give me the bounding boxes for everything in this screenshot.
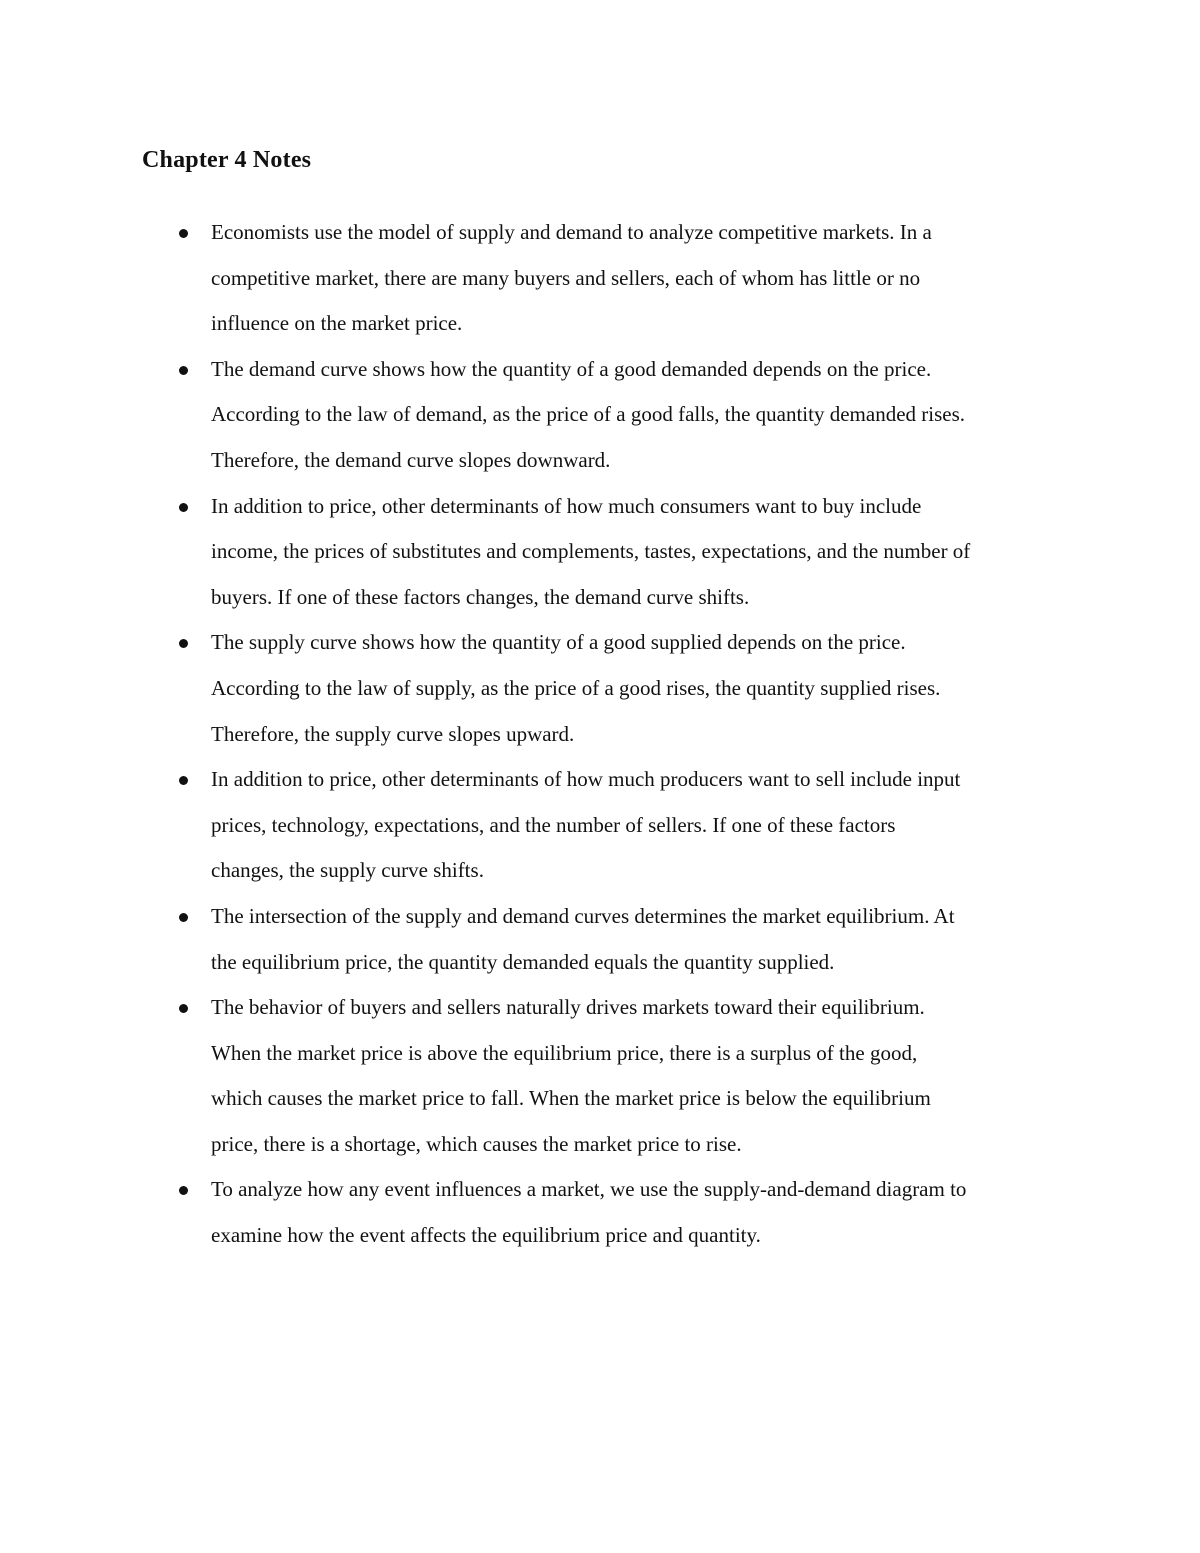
note-text: In addition to price, other determinants of how much producers want to sell include input prices, technology, expectations, and the number of sellers. If one of these factors changes, the supply curve shifts. [211, 767, 961, 883]
list-item [0, 620, 971, 757]
note-text: The supply curve shows how the quantity of a good supplied depends on the price. According to the law of supply, as the price of a good rises, the quantity supplied rises. Therefore, the supply curve slopes upward. [211, 630, 941, 746]
bullet-icon [179, 503, 188, 512]
note-text: In addition to price, other determinants of how much consumers want to buy include income, the prices of substitutes and complements, tastes, expectations, and the number of buyers. If one of these factors changes, the demand curve shifts. [211, 493, 971, 609]
bullet-icon [179, 366, 188, 375]
list-item [0, 347, 971, 484]
list-item [0, 1167, 971, 1258]
bullet-icon [179, 1004, 188, 1013]
list-item [0, 210, 971, 347]
bullet-icon [179, 229, 188, 238]
page-title: Chapter 4 Notes [142, 147, 312, 173]
list-item [0, 757, 971, 894]
list-item [0, 985, 971, 1167]
note-text: The demand curve shows how the quantity of a good demanded depends on the price. According to the law of demand, as the price of a good falls, the quantity demanded rises. Therefore, the demand curve slopes downward. [211, 356, 966, 472]
note-text: Economists use the model of supply and demand to analyze competitive markets. In a competitive market, there are many buyers and sellers, each of whom has little or no influence on the market price. [211, 220, 932, 336]
note-text: The behavior of buyers and sellers naturally drives markets toward their equilibrium. When the market price is above the equilibrium price, there is a surplus of the good, which causes the market price to fall. When the market price is below the equilibrium price, there is a shortage, which causes the market price to rise. [211, 995, 931, 1156]
bullet-icon [179, 776, 188, 785]
list-item [0, 894, 971, 985]
list-item [0, 484, 971, 621]
bullet-icon [179, 639, 188, 648]
note-text: To analyze how any event influences a market, we use the supply-and-demand diagram to examine how the event affects the equilibrium price and quantity. [211, 1177, 967, 1248]
notes-list [0, 210, 1200, 1259]
bullet-icon [179, 913, 188, 922]
bullet-icon [179, 1186, 188, 1195]
note-text: The intersection of the supply and demand curves determines the market equilibrium. At the equilibrium price, the quantity demanded equals the quantity supplied. [211, 903, 955, 974]
